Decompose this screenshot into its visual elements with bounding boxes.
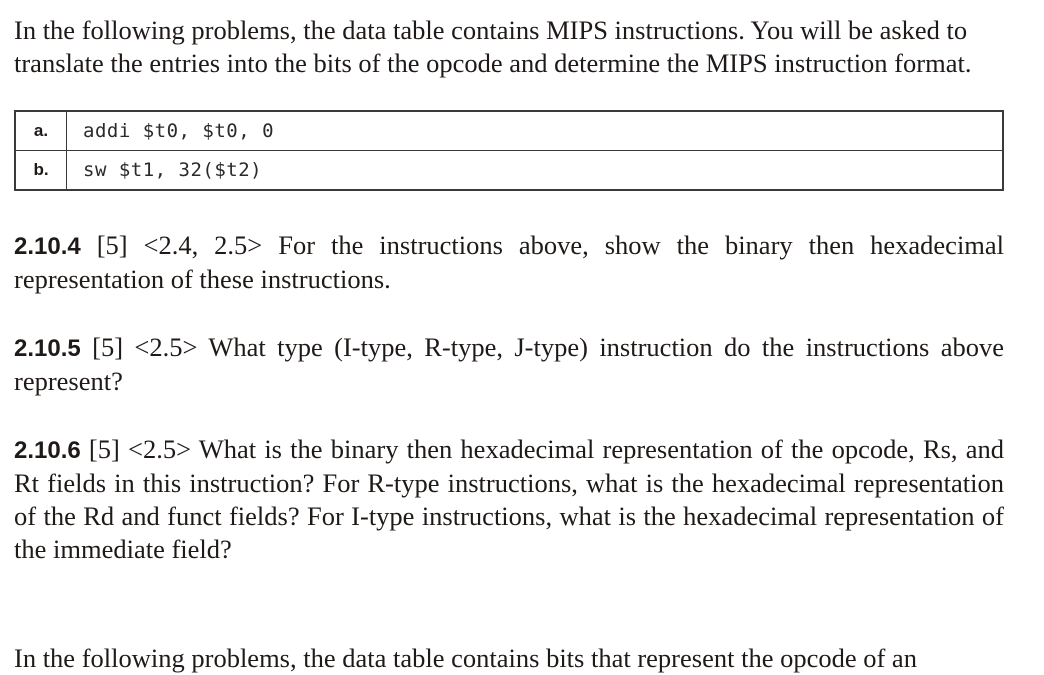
problem-sections: <2.4, 2.5>: [143, 230, 263, 260]
problem-number: 2.10.6: [14, 437, 81, 464]
problem-sections: <2.5>: [128, 434, 192, 464]
intro-paragraph: In the following problems, the data table contains MIPS instructions. You will be asked to translate the entries into the bits of the opcode and determine the MIPS instruction format.: [14, 15, 972, 78]
cut-off-text: In the following problems, the data table contains bits that represent the opcode of an: [14, 643, 917, 673]
cut-off-text-line: [14, 636, 1004, 673]
instruction-code: addi $t0, $t0, 0: [67, 111, 1004, 151]
problem-2-10-5: [14, 331, 1004, 398]
problem-text: What is the binary then hexadecimal representation of the opcode, Rs, and Rt fields in this instruction? For R-type instructions, what is the hexadecimal representation of the Rd and funct fields? For I-type instructions, what is the hexadecimal representation of the immediate field?: [14, 434, 1005, 564]
problem-points: [5]: [92, 332, 124, 362]
table-row: [15, 151, 1003, 191]
problem-number: 2.10.4: [14, 233, 81, 260]
row-label: b.: [15, 151, 67, 191]
instruction-code: sw $t1, 32($t2): [83, 159, 263, 181]
table-row: [15, 111, 1003, 151]
problem-points: [5]: [96, 230, 128, 260]
instruction-table: [14, 110, 1004, 191]
problem-number: 2.10.5: [14, 335, 81, 362]
problem-text: For the instructions above, show the binary then hexadecimal representation of these instructions.: [14, 230, 1005, 294]
problem-sections: <2.5>: [134, 332, 198, 362]
problem-2-10-6: [14, 433, 1004, 566]
problem-2-10-4: [14, 229, 1004, 296]
problem-points: [5]: [88, 434, 120, 464]
document-page: [14, 14, 1004, 566]
problem-text: What type (I-type, R-type, J-type) instruction do the instructions above represent?: [14, 332, 1005, 396]
row-label: a.: [15, 111, 67, 151]
